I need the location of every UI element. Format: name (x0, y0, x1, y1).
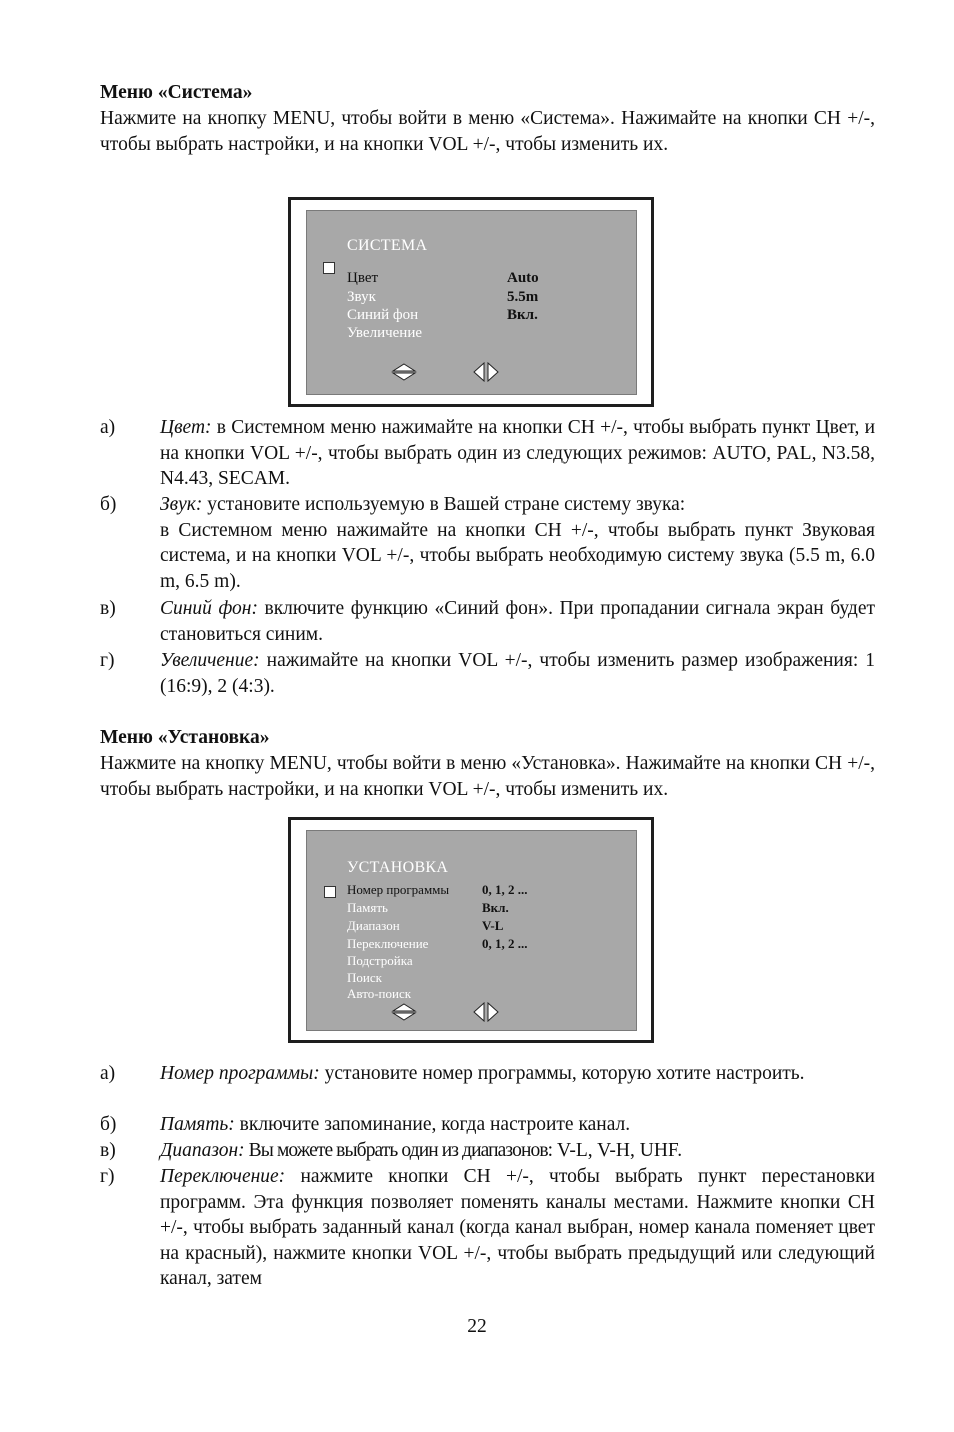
left-right-arrows-icon (473, 362, 499, 382)
menu-label: Диапазон (347, 918, 400, 933)
list-body (160, 1061, 875, 1087)
menu-value: Вкл. (482, 900, 509, 915)
list-marker: а) (100, 1063, 116, 1084)
list-body (160, 415, 875, 492)
list-item (100, 596, 875, 647)
list-item (100, 1164, 875, 1292)
list-item (100, 1061, 875, 1087)
system-menu-screen-frame (288, 197, 654, 407)
list-item (100, 415, 875, 492)
list-text: установите используемую в Вашей стране систему звука: (202, 494, 686, 515)
list-item (100, 1138, 875, 1164)
left-right-arrows-icon (473, 1002, 499, 1022)
screen-title: УСТАНОВКА (347, 859, 449, 876)
menu-value: Вкл. (507, 307, 538, 323)
list-body (160, 1138, 875, 1164)
list-item (100, 492, 875, 594)
cursor-marker (324, 886, 336, 898)
list-marker: в) (100, 1140, 116, 1161)
system-menu-screen (306, 210, 637, 395)
menu-label: Цвет (347, 270, 379, 286)
list-lead: Номер программы: (160, 1063, 320, 1084)
list-marker: а) (100, 417, 116, 438)
menu-label: Синий фон (347, 307, 419, 323)
list-marker: г) (100, 1166, 115, 1187)
up-down-arrows-icon (391, 363, 417, 381)
menu-value: Auto (507, 270, 539, 286)
setup-menu-screen (306, 830, 637, 1031)
menu-label: Номер программы (347, 882, 450, 897)
list-marker: г) (100, 650, 115, 671)
list-item (100, 648, 875, 699)
menu-label: Поиск (347, 970, 382, 985)
list-marker: б) (100, 1114, 117, 1135)
menu-value: 0, 1, 2 ... (482, 882, 528, 897)
list-lead: Диапазон: (160, 1140, 245, 1161)
up-down-arrows-icon (391, 1003, 417, 1021)
menu-label: Звук (347, 289, 376, 305)
list-body (160, 1164, 875, 1292)
list-text: V-L, V-H, UHF. (552, 1140, 683, 1161)
list-item (100, 1112, 875, 1138)
list-body (160, 492, 875, 518)
list-lead: Цвет: (160, 417, 212, 438)
menu-label: Увеличение (347, 325, 423, 341)
list-lead: Переключение: (160, 1166, 286, 1187)
list-body (160, 648, 875, 699)
setup-menu-screen-frame (288, 817, 654, 1043)
list-lead: Звук: (160, 494, 203, 515)
list-text: нажимайте на кнопки VOL +/-, чтобы изменить размер изображения: 1 (16:9), 2 (4:3). (160, 650, 875, 697)
menu-label: Авто-поиск (347, 986, 412, 1001)
menu-label: Переключение (347, 936, 429, 951)
menu-label: Память (347, 900, 388, 915)
list-text: включите функцию «Синий фон». При пропадании сигнала экран будет становиться синим. (160, 598, 875, 645)
list-body (160, 1112, 875, 1138)
list-text: установите номер программы, которую хотите настроить. (319, 1063, 805, 1084)
section-heading-setup: Меню «Установка» (100, 727, 270, 748)
menu-value: 0, 1, 2 ... (482, 936, 528, 951)
page-number: 22 (467, 1316, 487, 1337)
list-marker: б) (100, 494, 117, 515)
menu-value: V-L (482, 918, 504, 933)
menu-label: Подстройка (347, 953, 413, 968)
list-lead: Синий фон: (160, 598, 258, 619)
section-heading-system: Меню «Система» (100, 82, 253, 103)
list-text: в Системном меню нажимайте на кнопки CH +/-, чтобы выбрать пункт Цвет, и на кнопки VOL +/-, чтобы выбрать один из следующих режимов: AUTO, PAL, N3.58, N4.43, SECAM. (160, 417, 875, 490)
list-body-continuation: в Системном меню нажимайте на кнопки CH +/-, чтобы выбрать пункт Звуковая система, и на кнопки VOL +/-, чтобы выбрать необходимую систему звука (5.5 m, 6.0 m, 6.5 m). (160, 519, 875, 592)
screen-title: СИСТЕМА (347, 237, 428, 254)
list-marker: в) (100, 598, 116, 619)
section-intro-system: Нажмите на кнопку MENU, чтобы войти в меню «Система». Нажимайте на кнопки CH +/-, чтобы выбрать настройки, и на кнопки VOL +/-, чтобы изменить их. (100, 108, 875, 155)
cursor-marker (323, 262, 335, 274)
list-text: включите запоминание, когда настроите канал. (234, 1114, 631, 1135)
list-body (160, 596, 875, 647)
list-text-condensed: Вы можете выбрать один из диапазонов: (244, 1140, 553, 1161)
list-lead: Увеличение: (160, 650, 260, 671)
list-text: нажмите кнопки CH +/-, чтобы выбрать пункт перестановки программ. Эта функция позволяет поменять каналы местами. Нажмите кнопки CH +/-, чтобы выбрать заданный канал (когда канал выбран, номер канала поменяет цвет на красный), нажмите кнопки VOL +/-, чтобы выбрать предыдущий или следующий канал, затем (160, 1166, 875, 1290)
section-intro-setup: Нажмите на кнопку MENU, чтобы войти в меню «Установка». Нажимайте на кнопки CH +/-, чтобы выбрать настройки, и на кнопки VOL +/-, чтобы изменить их. (100, 753, 875, 800)
menu-value: 5.5m (507, 289, 539, 305)
list-lead: Память: (160, 1114, 235, 1135)
